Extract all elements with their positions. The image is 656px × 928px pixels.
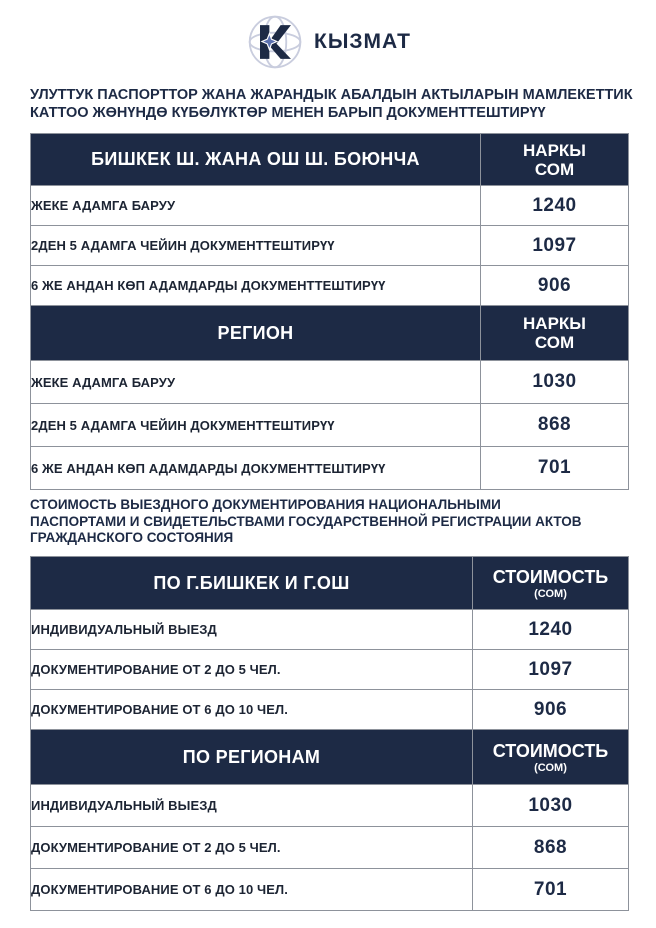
section-title: БИШКЕК Ш. ЖАНА ОШ Ш. БОЮНЧА	[91, 149, 420, 169]
table-row	[31, 869, 629, 911]
section-header	[31, 557, 629, 610]
heading-russian	[30, 497, 582, 547]
heading-russian-line-3: ГРАЖДАНСКОГО СОСТОЯНИЯ	[30, 530, 234, 545]
service-label: ИНДИВИДУАЛЬНЫЙ ВЫЕЗД	[31, 610, 473, 650]
price-value: 1030	[473, 785, 629, 827]
price-value: 906	[473, 690, 629, 730]
heading-kyrgyz-line-2: КАТТОО ЖӨНҮНДӨ КҮБӨЛҮКТӨР МЕНЕН БАРЫП ДОКУМЕНТТЕШТИРҮҮ	[30, 105, 546, 121]
service-label: 6 ЖЕ АНДАН КӨП АДАМДАРДЫ ДОКУМЕНТТЕШТИРҮҮ	[31, 447, 481, 490]
heading-russian-line-2: ПАСПОРТАМИ И СВИДЕТЕЛЬСТВАМИ ГОСУДАРСТВЕННОЙ РЕГИСТРАЦИИ АКТОВ	[30, 513, 582, 529]
table-row	[31, 690, 629, 730]
price-value: 1097	[481, 226, 629, 266]
table-row	[31, 785, 629, 827]
table-row	[31, 404, 629, 447]
price-column-header: СТОИМОСТЬ (СОМ)	[473, 557, 629, 610]
service-label: ИНДИВИДУАЛЬНЫЙ ВЫЕЗД	[31, 785, 473, 827]
service-label: ДОКУМЕНТИРОВАНИЕ ОТ 2 ДО 5 ЧЕЛ.	[31, 827, 473, 869]
table-row	[31, 361, 629, 404]
price-value: 868	[473, 827, 629, 869]
price-column-header: НАРКЫ СОМ	[481, 134, 629, 186]
logo	[0, 12, 656, 72]
table-row	[31, 650, 629, 690]
price-value: 701	[481, 447, 629, 490]
price-value: 1030	[481, 361, 629, 404]
service-label: 2ДЕН 5 АДАМГА ЧЕЙИН ДОКУМЕНТТЕШТИРҮҮ	[31, 404, 481, 447]
section-header	[31, 134, 629, 186]
globe-k-icon	[245, 12, 305, 72]
service-label: ДОКУМЕНТИРОВАНИЕ ОТ 2 ДО 5 ЧЕЛ.	[31, 650, 473, 690]
section-header	[31, 306, 629, 361]
section-title: ПО Г.БИШКЕК И Г.ОШ	[153, 572, 350, 593]
price-value: 906	[481, 266, 629, 306]
price-table-russian	[30, 556, 629, 911]
section-header	[31, 730, 629, 785]
table-row	[31, 266, 629, 306]
table-row	[31, 226, 629, 266]
heading-kyrgyz-line-1: УЛУТТУК ПАСПОРТТОР ЖАНА ЖАРАНДЫК АБАЛДЫН АКТЫЛАРЫН МАМЛЕКЕТТИК	[30, 87, 633, 103]
heading-kyrgyz	[30, 86, 633, 122]
price-value: 701	[473, 869, 629, 911]
table-row	[31, 447, 629, 490]
table-row	[31, 827, 629, 869]
service-label: 6 ЖЕ АНДАН КӨП АДАМДАРДЫ ДОКУМЕНТТЕШТИРҮҮ	[31, 266, 481, 306]
service-label: ЖЕКЕ АДАМГА БАРУУ	[31, 361, 481, 404]
price-value: 868	[481, 404, 629, 447]
price-column-header: НАРКЫ СОМ	[481, 306, 629, 361]
logo-text: КЫЗМАТ	[314, 30, 411, 53]
service-label: ЖЕКЕ АДАМГА БАРУУ	[31, 186, 481, 226]
service-label: ДОКУМЕНТИРОВАНИЕ ОТ 6 ДО 10 ЧЕЛ.	[31, 690, 473, 730]
section-title: РЕГИОН	[217, 322, 294, 343]
price-table-kyrgyz	[30, 133, 629, 490]
price-value: 1240	[481, 186, 629, 226]
table-row	[31, 186, 629, 226]
price-value: 1240	[473, 610, 629, 650]
table-row	[31, 610, 629, 650]
price-column-header: СТОИМОСТЬ (СОМ)	[473, 730, 629, 785]
price-value: 1097	[473, 650, 629, 690]
heading-russian-line-1: СТОИМОСТЬ ВЫЕЗДНОГО ДОКУМЕНТИРОВАНИЯ НАЦИОНАЛЬНЫМИ	[30, 497, 501, 512]
service-label: 2ДЕН 5 АДАМГА ЧЕЙИН ДОКУМЕНТТЕШТИРҮҮ	[31, 226, 481, 266]
section-title: ПО РЕГИОНАМ	[182, 746, 321, 767]
service-label: ДОКУМЕНТИРОВАНИЕ ОТ 6 ДО 10 ЧЕЛ.	[31, 869, 473, 911]
